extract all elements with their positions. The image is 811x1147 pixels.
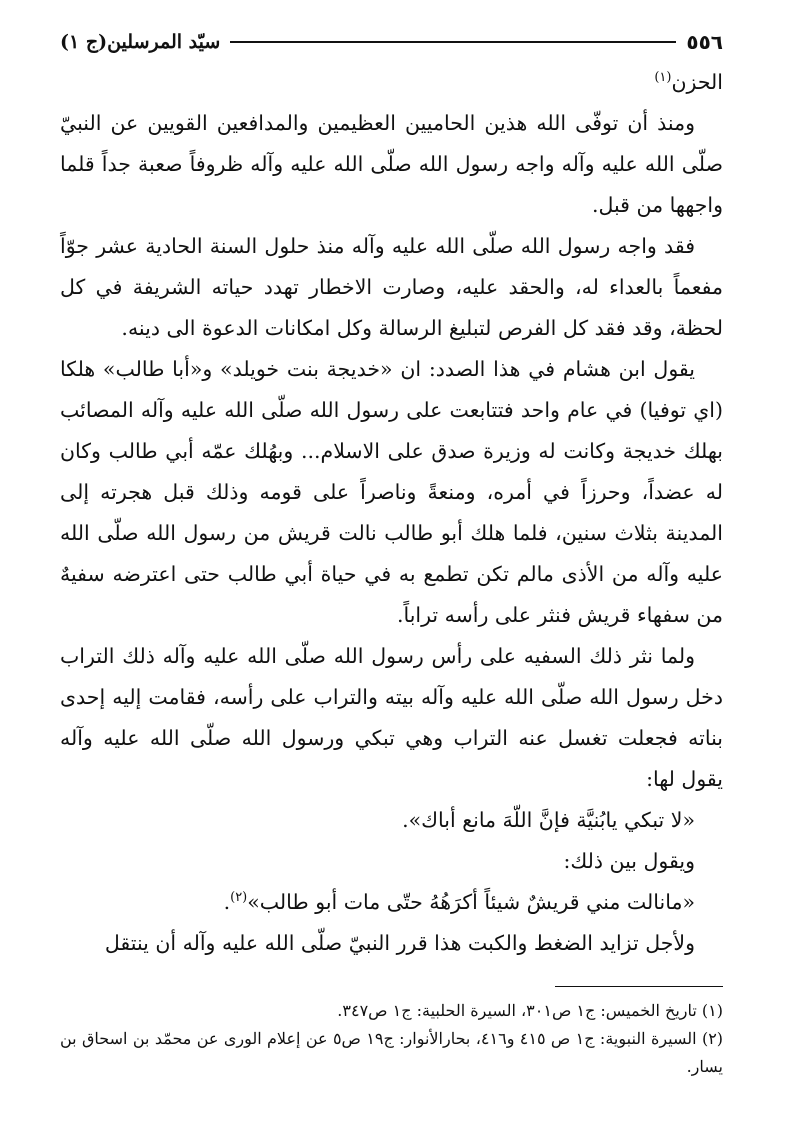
quote-1: «لا تبكي يابُنيَّة فإنَّ اللّهَ مانع أباك». bbox=[402, 808, 695, 832]
footnote-ref-2[interactable]: (٢) bbox=[230, 890, 248, 906]
body-text bbox=[60, 62, 723, 964]
page-header bbox=[60, 22, 723, 62]
footnote-ref-1[interactable]: (١) bbox=[654, 70, 672, 86]
paragraph-6: ولأجل تزايد الضغط والكبت هذا قرر النبيّ صلّى الله عليه وآله أن ينتقل bbox=[104, 931, 695, 955]
paragraph-3: يقول ابن هشام في هذا الصدد: ان «خديجة بنت خويلد» و«أبا طالب» هلكا (اي توفيا) في عام واحد فتتابعت على رسول الله صلّى الله عليه وآله المصائب بهلك خديجة وكانت له وزيرة صدق على الاسلام... وبهُلك عمّه أبي طالب وكان له عضداً، وحرزاً في أمره، ومنعةً وناصراً على قومه وذلك قبل هجرته إلى المدينة بثلاث سنين، فلما هلك أبو طالب نالت قريش من رسول الله صلّى الله عليه وآله من الأذى مالم تكن تطمع به في حياة أبي طالب حتى اعترضه سفيهٌ من سفهاء قريش فنثر على رأسه تراباً. bbox=[60, 357, 723, 627]
paragraph-2: فقد واجه رسول الله صلّى الله عليه وآله منذ حلول السنة الحادية عشر جوّاً مفعماً بالعداء له، والحقد عليه، وصارت الاخطار تهدد حياته الشريفة في كل لحظة، وقد فقد كل الفرص لتبليغ الرسالة وكل امكانات الدعوة الى دينه. bbox=[60, 234, 723, 340]
header-rule bbox=[230, 41, 676, 43]
page bbox=[60, 22, 723, 1081]
paragraph-4: ولما نثر ذلك السفيه على رأس رسول الله صلّى الله عليه وآله ذلك التراب دخل رسول الله صلّى الله عليه وآله بيته والتراب على رأسه، فقامت إليه إحدى بناته فجعلت تغسل عنه التراب وهي تبكي ورسول الله صلّى الله عليه وآله يقول لها: bbox=[60, 644, 723, 791]
quote-2-text: «مانالت مني قريشٌ شيئاً أكرَهُهُ حتّى مات أبو طالب» bbox=[247, 890, 695, 914]
paragraph-1: ومنذ أن توفّى الله هذين الحاميين العظيمين والمدافعين القويين عن النبيّ صلّى الله عليه وآله واجه رسول الله صلّى الله عليه وآله ظروفاً صعبة جداً قلما واجهها من قبل. bbox=[60, 111, 723, 217]
page-number: ٥٥٦ bbox=[686, 30, 723, 54]
footnote-separator bbox=[555, 986, 723, 987]
paragraph-5: ويقول بين ذلك: bbox=[563, 849, 695, 873]
paragraph-0 bbox=[60, 62, 723, 103]
footnote-1: (١) تاريخ الخميس: ج١ ص٣٠١، السيرة الحلبية: ج١ ص٣٤٧. bbox=[337, 1001, 723, 1020]
footnote-2: (٢) السيرة النبوية: ج١ ص ٤١٥ و٤١٦، بحارالأنوار: ج١٩ ص٥ عن إعلام الورى عن محمّد بن اسحاق بن يسار. bbox=[60, 1029, 724, 1076]
quote-2-end: . bbox=[223, 890, 231, 914]
paragraph-0-text: الحزن bbox=[671, 70, 723, 94]
running-title: سيّد المرسلين(ج ١) bbox=[60, 31, 221, 53]
footnotes bbox=[60, 997, 723, 1081]
quote-2 bbox=[60, 882, 723, 923]
